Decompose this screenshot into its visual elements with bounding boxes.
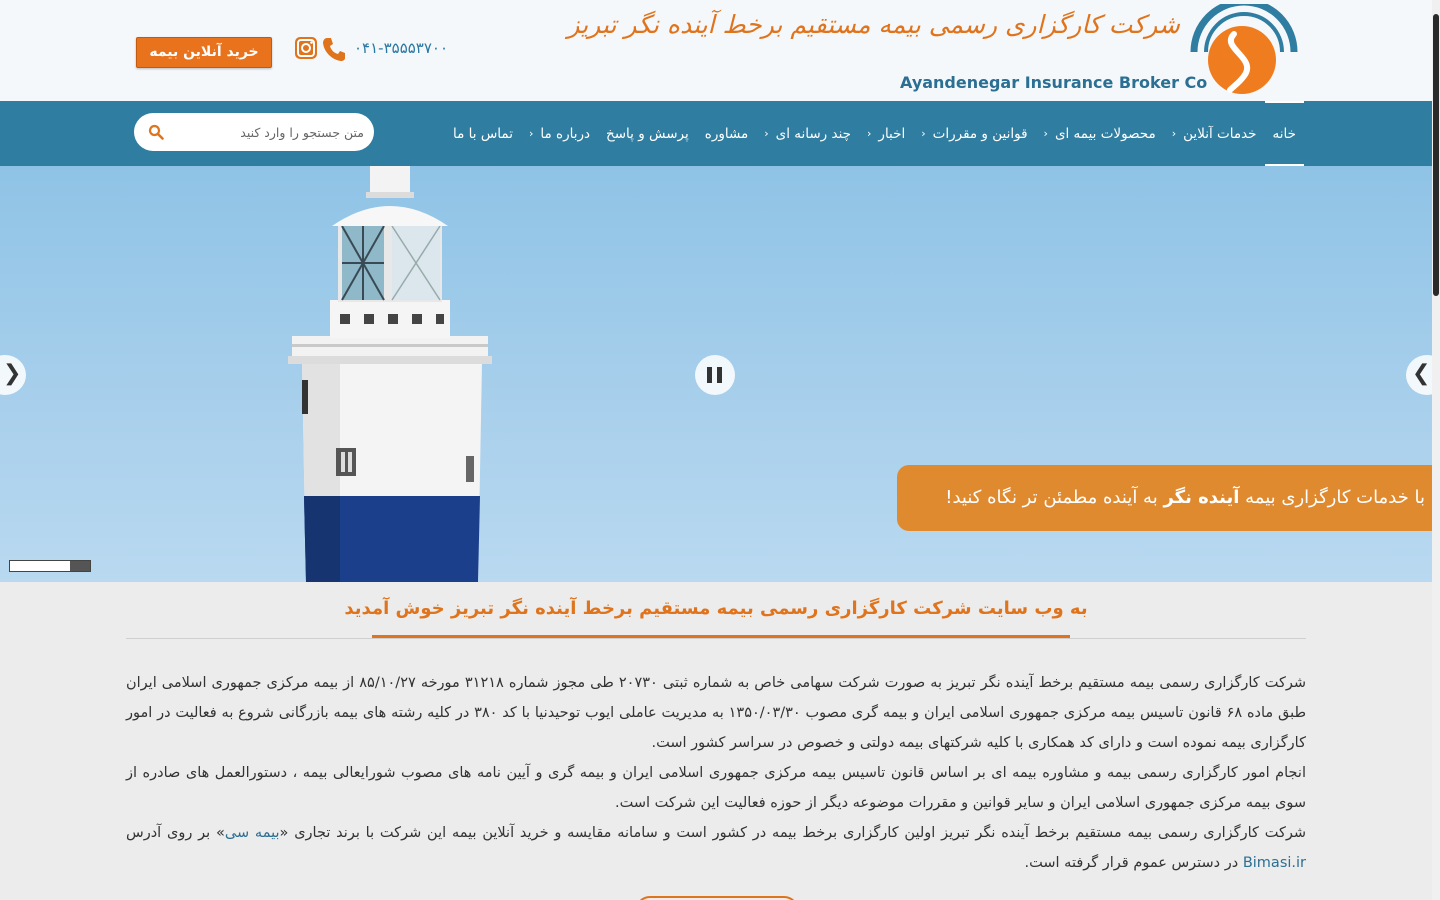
- nav-item-consulting[interactable]: مشاوره: [704, 125, 749, 142]
- brand-link[interactable]: بیمه سی: [224, 825, 280, 841]
- site-header: [0, 0, 1440, 101]
- search-icon[interactable]: [148, 124, 164, 140]
- nav-item-laws-regulations[interactable]: قوانین و مقررات ‹: [921, 125, 1028, 142]
- heading-divider: [126, 638, 1306, 639]
- lighthouse-image: [280, 166, 500, 582]
- slider-next-button[interactable]: [1406, 355, 1432, 395]
- logo-persian-text: شرکت کارگزاری رسمی بیمه مستقیم برخط آینده نگر تبریز: [567, 10, 1180, 39]
- chevron-left-icon: ‹: [921, 127, 926, 140]
- hero-slider: [0, 166, 1432, 582]
- nav-item-online-services[interactable]: خدمات آنلاین ‹: [1171, 125, 1257, 142]
- nav-item-insurance-products[interactable]: محصولات بیمه ای ‹: [1043, 125, 1156, 142]
- about-paragraph-2: انجام امور کارگزاری رسمی بیمه و مشاوره بیمه ای بر اساس قانون تاسیس بیمه مرکزی جمهوری اسلامی ایران و بیمه گری و آیین نامه های مصوب شورایعالی بیمه ، دستورالعمل های صادره از سوی بیمه مرکزی جمهوری اسلامی ایران و سایر قوانین و مقررات موضوعه دیگر از حوزه فعالیت این شرکت است.: [126, 765, 1306, 811]
- slider-progress-bar: [9, 560, 91, 572]
- chevron-left-icon: ❮: [3, 361, 22, 386]
- search-box: [134, 113, 374, 151]
- nav-menu: [445, 101, 1304, 166]
- phone-icon: [322, 36, 346, 62]
- nav-item-news[interactable]: اخبار ‹: [867, 125, 906, 142]
- about-paragraph-3: شرکت کارگزاری رسمی بیمه مستقیم برخط آینده نگر تبریز اولین کارگزاری برخط بیمه در کشور است و سامانه مقایسه و خرید آنلاین بیمه این شرکت با برند تجاری «بیمه سی» بر روی آدرس Bimasi.ir در دسترس عموم قرار گرفته است.: [126, 825, 1307, 871]
- chevron-left-icon: ‹: [528, 127, 534, 140]
- scrollbar-thumb[interactable]: [1433, 14, 1439, 296]
- chevron-left-icon: ‹: [1043, 127, 1048, 140]
- nav-item-faq[interactable]: پرسش و پاسخ: [606, 125, 689, 142]
- buy-insurance-online-button[interactable]: خرید آنلاین بیمه: [136, 37, 272, 68]
- slide-caption: با خدمات کارگزاری بیمه آینده نگر به آینده مطمئن تر نگاه کنید!: [897, 465, 1432, 531]
- slider-pause-button[interactable]: [695, 355, 735, 395]
- nav-item-about[interactable]: درباره ما ‹: [528, 125, 591, 142]
- chevron-left-icon: ‹: [1171, 127, 1177, 140]
- chevron-right-icon: ❯: [1412, 361, 1431, 386]
- about-paragraph-1: شرکت کارگزاری رسمی بیمه مستقیم برخط آینده نگر تبریز به صورت شرکت سهامی خاص به شماره ثبتی ۲۰۷۳۰ طی مجوز شماره ۳۱۲۱۸ مورخه ۸۵/۱۰/۲۷ از بیمه مرکزی جمهوری اسلامی ایران طبق ماده ۶۸ قانون تاسیس بیمه مرکزی جمهوری اسلامی ایران و بیمه گری مصوب ۱۳۵۰/۰۳/۳۰ به مدیریت عاملی ایوب توحیدنیا با کد ۳۸۰ در کلیه رشته های بیمه بازرگانی شروع به فعالیت در امور کارگزاری بیمه نموده است و دارای کد همکاری با کلیه شرکتهای بیمه دولتی و خصوص در سراسر کشور است.: [126, 675, 1307, 751]
- slider-progress-fill: [10, 561, 70, 571]
- welcome-heading: به وب سایت شرکت کارگزاری رسمی بیمه مستقیم برخط آینده نگر تبریز خوش آمدید: [344, 598, 1088, 619]
- nav-item-multimedia[interactable]: چند رسانه ای ‹: [764, 125, 852, 142]
- read-more-button[interactable]: [635, 896, 799, 900]
- pause-icon: [707, 367, 712, 383]
- logo-english-text: Ayandenegar Insurance Broker Co: [900, 73, 1208, 92]
- about-text: [126, 668, 1306, 878]
- heading-underline: [372, 635, 1070, 638]
- chevron-left-icon: ‹: [867, 127, 872, 140]
- bimasi-link[interactable]: Bimasi.ir: [1242, 855, 1306, 871]
- search-input[interactable]: [174, 119, 364, 145]
- instagram-icon[interactable]: [294, 36, 318, 60]
- nav-item-contact[interactable]: تماس با ما: [453, 125, 513, 142]
- phone-number[interactable]: ۰۴۱-۳۵۵۵۳۷۰۰: [354, 39, 449, 57]
- chevron-left-icon: ‹: [764, 127, 769, 140]
- page-scrollbar[interactable]: [1432, 0, 1440, 900]
- nav-item-home[interactable]: خانه: [1265, 101, 1304, 166]
- slider-prev-button[interactable]: [0, 355, 26, 395]
